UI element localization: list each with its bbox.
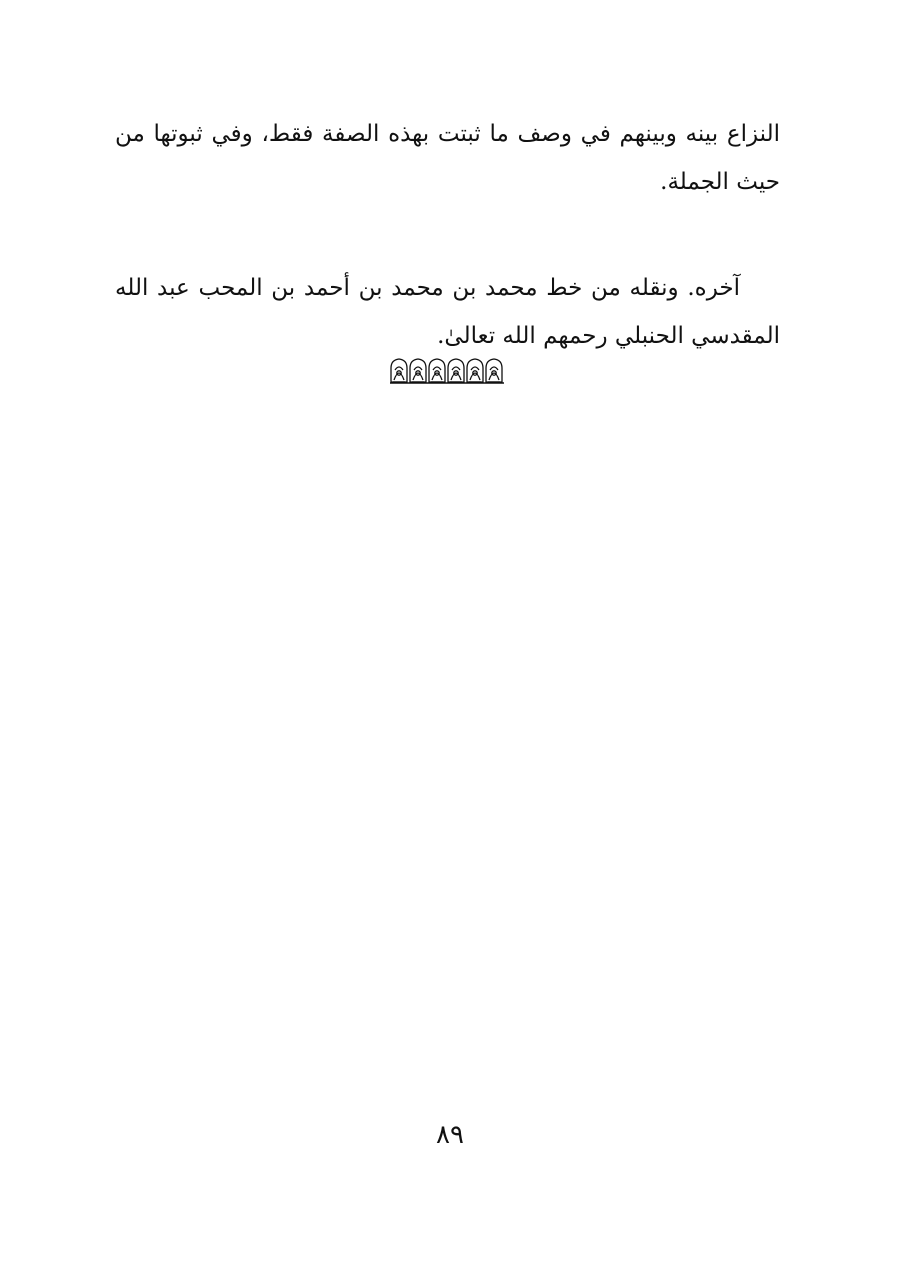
paragraph-2: آخره. ونقله من خط محمد بن محمد بن أحمد بن المحب عبد الله المقدسي الحنبلي رحمهم الله تعالىٰ. bbox=[115, 275, 780, 349]
floral-ornament-icon bbox=[389, 356, 505, 384]
page-number: ٨٩ bbox=[436, 1120, 464, 1150]
paragraph-1: النزاع بينه وبينهم في وصف ما ثبتت بهذه الصفة فقط، وفي ثبوتها من حيث الجملة. bbox=[115, 121, 780, 195]
